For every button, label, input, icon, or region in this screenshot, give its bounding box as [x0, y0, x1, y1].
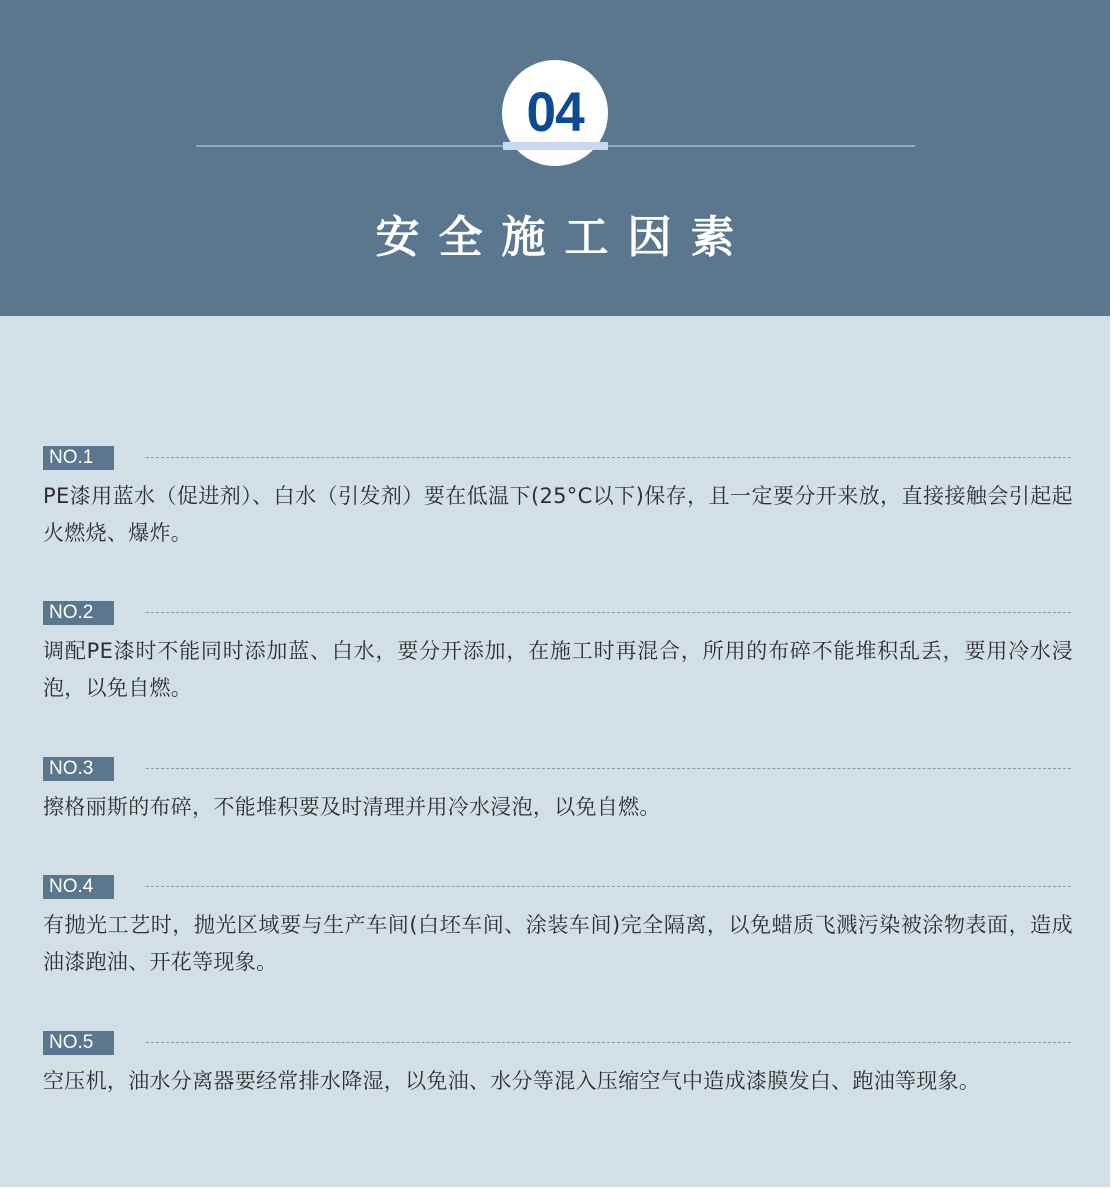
item-number-badge: NO.3 [43, 757, 114, 781]
section-number-badge [502, 60, 608, 166]
item-text: 空压机，油水分离器要经常排水降湿，以免油、水分等混入压缩空气中造成漆膜发白、跑油等现象。 [43, 1069, 981, 1093]
safety-item-4 [43, 875, 1073, 981]
safety-item-2 [43, 601, 1073, 707]
item-header [43, 446, 1073, 470]
section-number-underline [503, 142, 608, 150]
safety-item-1 [43, 446, 1073, 552]
item-text: 调配PE漆时不能同时添加蓝、白水，要分开添加，在施工时再混合，所用的布碎不能堆积乱丢，要用冷水浸泡，以免自燃。 [43, 639, 1073, 700]
item-number-badge: NO.4 [43, 875, 114, 899]
item-number-badge: NO.5 [43, 1031, 114, 1055]
item-header [43, 1031, 1073, 1055]
item-text: 擦格丽斯的布碎，不能堆积要及时清理并用冷水浸泡，以免自燃。 [43, 795, 661, 819]
item-number-badge: NO.1 [43, 446, 114, 470]
safety-item-5 [43, 1031, 1073, 1100]
item-header [43, 601, 1073, 625]
item-number-badge: NO.2 [43, 601, 114, 625]
section-header [0, 0, 1110, 316]
item-text: 有抛光工艺时，抛光区域要与生产车间(白坯车间、涂装车间)完全隔离，以免蜡质飞溅污染被涂物表面，造成油漆跑油、开花等现象。 [43, 913, 1073, 974]
section-number: 04 [526, 79, 584, 143]
dotted-divider [146, 612, 1071, 613]
dotted-divider [146, 768, 1071, 769]
item-text: PE漆用蓝水（促进剂）、白水（引发剂）要在低温下(25°C以下)保存，且一定要分开来放，直接接触会引起起火燃烧、爆炸。 [43, 484, 1073, 545]
item-header [43, 875, 1073, 899]
dotted-divider [146, 886, 1071, 887]
dotted-divider [146, 457, 1071, 458]
section-title: 安全施工因素 [375, 212, 754, 263]
safety-item-3 [43, 757, 1073, 826]
item-header [43, 757, 1073, 781]
dotted-divider [146, 1042, 1071, 1043]
